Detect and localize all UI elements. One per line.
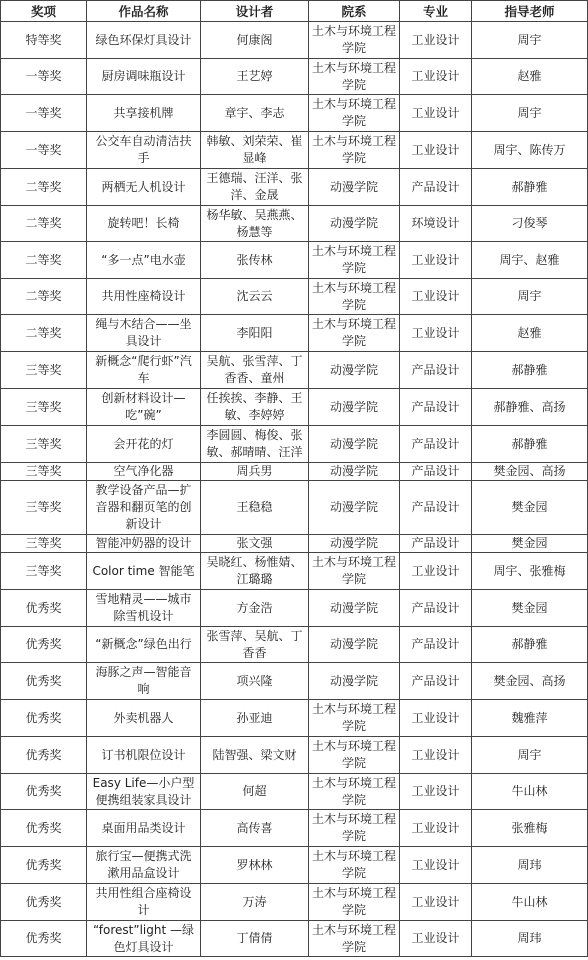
award-cell: 三等奖: [1, 389, 87, 426]
advisor-cell: 刁俊琴: [472, 206, 588, 242]
table-row: [1, 315, 588, 352]
designer-cell: 高传喜: [201, 810, 309, 847]
major-cell: 产品设计: [400, 169, 472, 206]
advisor-cell: 樊金园: [472, 590, 588, 627]
award-cell: 二等奖: [1, 169, 87, 206]
table-row: [1, 847, 588, 884]
designer-cell: 杨华敏、吴燕燕、杨慧等: [201, 206, 309, 242]
table-row: [1, 810, 588, 847]
award-cell: 特等奖: [1, 22, 87, 59]
table-row: [1, 279, 588, 315]
designer-cell: 王稳稳: [201, 481, 309, 535]
college-cell: 土木与环境工程学院: [309, 884, 400, 921]
work-title-cell: 新概念“爬行虾”汽车: [87, 352, 201, 389]
college-cell: 动漫学院: [309, 463, 400, 481]
college-cell: 土木与环境工程学院: [309, 847, 400, 884]
college-cell: 动漫学院: [309, 352, 400, 389]
award-cell: 优秀奖: [1, 884, 87, 921]
designer-cell: 章宇、李志: [201, 95, 309, 132]
work-title-cell: 共用性座椅设计: [87, 279, 201, 315]
table-row: [1, 590, 588, 627]
table-row: [1, 132, 588, 169]
advisor-cell: 郝静雅: [472, 426, 588, 463]
table-row: [1, 59, 588, 95]
college-cell: 土木与环境工程学院: [309, 279, 400, 315]
award-cell: 三等奖: [1, 481, 87, 535]
designer-cell: 何康阁: [201, 22, 309, 59]
award-cell: 二等奖: [1, 279, 87, 315]
college-cell: 动漫学院: [309, 206, 400, 242]
designer-cell: 王德瑞、汪洋、张洋、金晟: [201, 169, 309, 206]
header-designer: 设计者: [201, 1, 309, 22]
designer-cell: 何超: [201, 774, 309, 810]
work-title-cell: 雪地精灵——城市除雪机设计: [87, 590, 201, 627]
header-row: [1, 1, 588, 22]
header-major: 专业: [400, 1, 472, 22]
college-cell: 土木与环境工程学院: [309, 921, 400, 957]
designer-cell: 项兴隆: [201, 663, 309, 700]
designer-cell: 周兵男: [201, 463, 309, 481]
major-cell: 产品设计: [400, 463, 472, 481]
designer-cell: 沈云云: [201, 279, 309, 315]
designer-cell: 陆智强、梁文财: [201, 737, 309, 774]
award-cell: 优秀奖: [1, 847, 87, 884]
work-title-cell: 创新材料设计—吃”碗”: [87, 389, 201, 426]
award-cell: 优秀奖: [1, 737, 87, 774]
advisor-cell: 周宇: [472, 95, 588, 132]
work-title-cell: 旋转吧！长椅: [87, 206, 201, 242]
advisor-cell: 郝静雅: [472, 627, 588, 663]
award-cell: 优秀奖: [1, 627, 87, 663]
table-row: [1, 737, 588, 774]
college-cell: 动漫学院: [309, 627, 400, 663]
college-cell: 土木与环境工程学院: [309, 95, 400, 132]
designer-cell: 吴晓红、杨惟婧、江璐璐: [201, 553, 309, 590]
award-cell: 一等奖: [1, 59, 87, 95]
major-cell: 工业设计: [400, 810, 472, 847]
work-title-cell: 绳与木结合——坐具设计: [87, 315, 201, 352]
advisor-cell: 周玮: [472, 921, 588, 957]
award-cell: 优秀奖: [1, 590, 87, 627]
award-cell: 优秀奖: [1, 700, 87, 737]
work-title-cell: Color time 智能笔: [87, 553, 201, 590]
designer-cell: 方金浩: [201, 590, 309, 627]
award-cell: 一等奖: [1, 132, 87, 169]
award-cell: 二等奖: [1, 242, 87, 279]
table-row: [1, 95, 588, 132]
table-row: [1, 22, 588, 59]
designer-cell: 李圆圆、梅俊、张敏、郝晴晴、汪洋: [201, 426, 309, 463]
award-cell: 二等奖: [1, 206, 87, 242]
college-cell: 土木与环境工程学院: [309, 132, 400, 169]
award-cell: 二等奖: [1, 315, 87, 352]
header-advisor: 指导老师: [472, 1, 588, 22]
work-title-cell: 共用性组合座椅设计: [87, 884, 201, 921]
work-title-cell: 外卖机器人: [87, 700, 201, 737]
table-row: [1, 481, 588, 535]
table-row: [1, 389, 588, 426]
table-row: [1, 774, 588, 810]
table-row: [1, 206, 588, 242]
work-title-cell: 两栖无人机设计: [87, 169, 201, 206]
work-title-cell: 桌面用品类设计: [87, 810, 201, 847]
work-title-cell: Easy Life—小户型便携组装家具设计: [87, 774, 201, 810]
header-college: 院系: [309, 1, 400, 22]
advisor-cell: 赵雅: [472, 59, 588, 95]
advisor-cell: 樊金园、高扬: [472, 463, 588, 481]
advisor-cell: 郝静雅: [472, 352, 588, 389]
major-cell: 工业设计: [400, 22, 472, 59]
work-title-cell: “新概念”绿色出行: [87, 627, 201, 663]
advisor-cell: 周宇: [472, 279, 588, 315]
major-cell: 工业设计: [400, 59, 472, 95]
major-cell: 工业设计: [400, 884, 472, 921]
designer-cell: 张传林: [201, 242, 309, 279]
major-cell: 工业设计: [400, 242, 472, 279]
designer-cell: 韩敏、刘荣荣、崔显峰: [201, 132, 309, 169]
college-cell: 动漫学院: [309, 389, 400, 426]
award-cell: 一等奖: [1, 95, 87, 132]
award-cell: 优秀奖: [1, 663, 87, 700]
college-cell: 土木与环境工程学院: [309, 810, 400, 847]
designer-cell: 张文强: [201, 535, 309, 553]
advisor-cell: 魏雅萍: [472, 700, 588, 737]
major-cell: 产品设计: [400, 627, 472, 663]
table-row: [1, 535, 588, 553]
award-cell: 三等奖: [1, 553, 87, 590]
table-row: [1, 169, 588, 206]
college-cell: 土木与环境工程学院: [309, 315, 400, 352]
award-cell: 三等奖: [1, 352, 87, 389]
advisor-cell: 周宇、陈传万: [472, 132, 588, 169]
major-cell: 工业设计: [400, 279, 472, 315]
major-cell: 工业设计: [400, 774, 472, 810]
table-row: [1, 627, 588, 663]
college-cell: 动漫学院: [309, 426, 400, 463]
major-cell: 产品设计: [400, 663, 472, 700]
work-title-cell: 旅行宝—便携式洗漱用品盒设计: [87, 847, 201, 884]
table-row: [1, 426, 588, 463]
college-cell: 土木与环境工程学院: [309, 22, 400, 59]
table-row: [1, 242, 588, 279]
work-title-cell: “forest”light —绿色灯具设计: [87, 921, 201, 957]
work-title-cell: 教学设备产品—扩音器和翻页笔的创新设计: [87, 481, 201, 535]
advisor-cell: 周宇: [472, 22, 588, 59]
major-cell: 产品设计: [400, 481, 472, 535]
major-cell: 工业设计: [400, 132, 472, 169]
major-cell: 环境设计: [400, 206, 472, 242]
advisor-cell: 樊金园: [472, 481, 588, 535]
designer-cell: 万涛: [201, 884, 309, 921]
advisor-cell: 樊金园、高扬: [472, 663, 588, 700]
work-title-cell: 共享接机牌: [87, 95, 201, 132]
designer-cell: 吴航、张雪萍、丁香香、童州: [201, 352, 309, 389]
major-cell: 产品设计: [400, 426, 472, 463]
table-row: [1, 921, 588, 957]
work-title-cell: 绿色环保灯具设计: [87, 22, 201, 59]
major-cell: 工业设计: [400, 315, 472, 352]
major-cell: 产品设计: [400, 535, 472, 553]
award-cell: 优秀奖: [1, 774, 87, 810]
college-cell: 动漫学院: [309, 663, 400, 700]
major-cell: 工业设计: [400, 553, 472, 590]
major-cell: 产品设计: [400, 352, 472, 389]
college-cell: 土木与环境工程学院: [309, 59, 400, 95]
work-title-cell: 订书机限位设计: [87, 737, 201, 774]
college-cell: 土木与环境工程学院: [309, 774, 400, 810]
header-award: 奖项: [1, 1, 87, 22]
award-cell: 三等奖: [1, 426, 87, 463]
advisor-cell: 樊金园: [472, 535, 588, 553]
major-cell: 工业设计: [400, 95, 472, 132]
designer-cell: 李阳阳: [201, 315, 309, 352]
advisor-cell: 周宇、赵雅: [472, 242, 588, 279]
major-cell: 工业设计: [400, 737, 472, 774]
college-cell: 动漫学院: [309, 481, 400, 535]
advisor-cell: 周宇: [472, 737, 588, 774]
college-cell: 动漫学院: [309, 590, 400, 627]
award-cell: 优秀奖: [1, 921, 87, 957]
designer-cell: 任挨挨、李静、王敏、李婷婷: [201, 389, 309, 426]
work-title-cell: 公交车自动清洁扶手: [87, 132, 201, 169]
advisor-cell: 赵雅: [472, 315, 588, 352]
major-cell: 工业设计: [400, 847, 472, 884]
advisor-cell: 郝静雅: [472, 169, 588, 206]
designer-cell: 王艺婷: [201, 59, 309, 95]
award-cell: 三等奖: [1, 463, 87, 481]
award-cell: 三等奖: [1, 535, 87, 553]
designer-cell: 张雪萍、吴航、丁香香: [201, 627, 309, 663]
college-cell: 土木与环境工程学院: [309, 242, 400, 279]
college-cell: 土木与环境工程学院: [309, 737, 400, 774]
major-cell: 产品设计: [400, 590, 472, 627]
work-title-cell: “多一点”电水壶: [87, 242, 201, 279]
awards-table-body: [1, 22, 588, 957]
table-row: [1, 553, 588, 590]
work-title-cell: 智能冲奶器的设计: [87, 535, 201, 553]
designer-cell: 丁倩倩: [201, 921, 309, 957]
table-row: [1, 352, 588, 389]
work-title-cell: 海豚之声—智能音响: [87, 663, 201, 700]
designer-cell: 孙亚迪: [201, 700, 309, 737]
work-title-cell: 空气净化器: [87, 463, 201, 481]
college-cell: 土木与环境工程学院: [309, 553, 400, 590]
designer-cell: 罗林林: [201, 847, 309, 884]
advisor-cell: 牛山林: [472, 884, 588, 921]
header-work-title: 作品名称: [87, 1, 201, 22]
work-title-cell: 厨房调味瓶设计: [87, 59, 201, 95]
college-cell: 土木与环境工程学院: [309, 700, 400, 737]
major-cell: 产品设计: [400, 389, 472, 426]
award-cell: 优秀奖: [1, 810, 87, 847]
major-cell: 工业设计: [400, 921, 472, 957]
advisor-cell: 周宇、张雅梅: [472, 553, 588, 590]
table-row: [1, 663, 588, 700]
work-title-cell: 会开花的灯: [87, 426, 201, 463]
table-row: [1, 884, 588, 921]
major-cell: 工业设计: [400, 700, 472, 737]
table-row: [1, 700, 588, 737]
table-row: [1, 463, 588, 481]
advisor-cell: 张雅梅: [472, 810, 588, 847]
college-cell: 动漫学院: [309, 169, 400, 206]
advisor-cell: 周玮: [472, 847, 588, 884]
advisor-cell: 牛山林: [472, 774, 588, 810]
college-cell: 动漫学院: [309, 535, 400, 553]
advisor-cell: 郝静雅、高扬: [472, 389, 588, 426]
